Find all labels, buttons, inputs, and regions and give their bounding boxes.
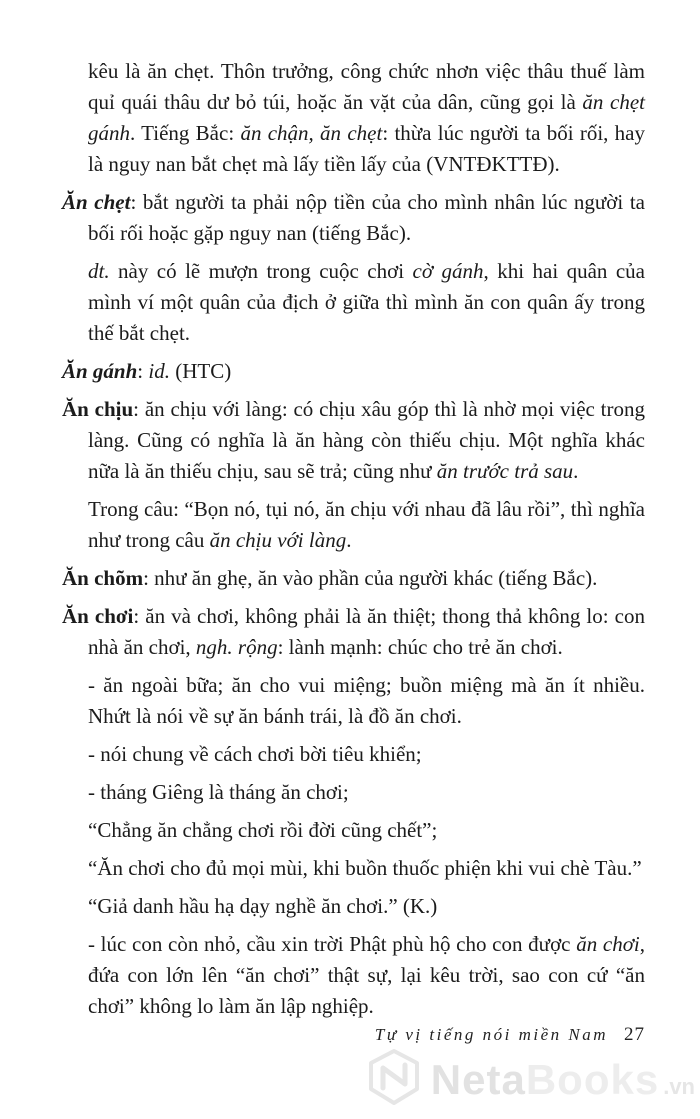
- text-run: ăn chơi: [576, 932, 640, 956]
- wordmark-books: Books: [525, 1055, 660, 1103]
- dictionary-entry-paragraph: [62, 356, 645, 387]
- headword: Ăn chõm: [62, 566, 144, 590]
- text-run: “Giả danh hầu hạ dạy nghề ăn chơi.” (K.): [88, 894, 438, 918]
- body-paragraph: [62, 929, 645, 1022]
- wordmark-vn: .vn: [663, 1073, 695, 1099]
- dictionary-entry-paragraph: [62, 563, 645, 594]
- text-run: id.: [148, 359, 170, 383]
- text-run: cờ gánh: [412, 259, 484, 283]
- headword: Ăn gánh: [62, 359, 138, 383]
- text-run: : ăn và chơi, không phải là ăn thiệt; thong thả không lo: con nhà ăn chơi,: [88, 604, 645, 659]
- body-paragraph: [62, 56, 645, 180]
- text-run: . Tiếng Bắc:: [130, 121, 241, 145]
- text-run: Trong câu: “Bọn nó, tụi nó, ăn chịu với nhau đã lâu rồi”, thì nghĩa như trong câu: [88, 497, 645, 552]
- headword: Ăn chịu: [62, 397, 134, 421]
- text-run: “Chẳng ăn chẳng chơi rồi đời cũng chết”;: [88, 818, 438, 842]
- body-paragraph: [62, 494, 645, 556]
- page-number: 27: [624, 1024, 645, 1045]
- text-run: : như ăn ghẹ, ăn vào phần của người khác (tiếng Bắc).: [143, 566, 598, 590]
- body-paragraph: [62, 739, 645, 770]
- text-run: .: [573, 459, 579, 483]
- text-run: dt.: [88, 259, 110, 283]
- body-paragraph: [62, 777, 645, 808]
- headword: Ăn chẹt: [62, 190, 131, 214]
- text-run: : lành mạnh: chúc cho trẻ ăn chơi.: [277, 635, 563, 659]
- text-run: - lúc con còn nhỏ, cầu xin trời Phật phù hộ cho con được: [88, 932, 577, 956]
- text-run: - tháng Giêng là tháng ăn chơi;: [88, 780, 349, 804]
- text-run: ăn chận, ăn chẹt: [240, 121, 383, 145]
- text-run: “Ăn chơi cho đủ mọi mùi, khi buồn thuốc phiện khi vui chè Tàu.”: [88, 856, 642, 880]
- text-run: : bắt người ta phải nộp tiền của cho mình nhân lúc người ta bối rối hoặc gặp nguy nan (tiếng Bắc).: [88, 190, 645, 245]
- dictionary-entry-paragraph: [62, 601, 645, 663]
- text-run: (HTC): [169, 359, 232, 383]
- text-run: , khi hai quân của mình ví một quân của địch ở giữa thì mình ăn con quân ấy trong thế bắt chẹt.: [88, 259, 646, 345]
- netabooks-wordmark: [431, 1056, 695, 1104]
- text-run: - ăn ngoài bữa; ăn cho vui miệng; buồn miệng mà ăn ít nhiều. Nhứt là nói về sự ăn bánh trái, là đồ ăn chơi.: [88, 673, 645, 728]
- body-paragraph: [62, 815, 645, 846]
- wordmark-neta: Neta: [430, 1055, 526, 1103]
- dictionary-entry-paragraph: [62, 187, 645, 249]
- text-run: , đứa con lớn lên “ăn chơi” thật sự, lại kêu trời, sao con cứ “ăn chơi” không lo làm ăn lập nghiệp.: [88, 932, 645, 1018]
- text-run: :: [137, 359, 149, 383]
- text-run: .: [346, 528, 352, 552]
- text-run: ngh. rộng: [195, 635, 278, 659]
- text-run: ăn trước trả sau: [436, 459, 574, 483]
- text-run: : ăn chịu với làng: có chịu xâu góp thì là nhờ mọi việc trong làng. Cũng có nghĩa là ăn hàng còn thiếu chịu. Một nghĩa khác nữa là ăn thiếu chịu, sau sẽ trả; cũng như: [88, 397, 645, 483]
- page-footer: [375, 1024, 645, 1046]
- text-run: ăn chẹt gánh: [88, 90, 645, 145]
- text-run: - nói chung về cách chơi bời tiêu khiển;: [88, 742, 422, 766]
- body-paragraph: [62, 256, 645, 349]
- body-paragraph: [62, 670, 645, 732]
- headword: Ăn chơi: [62, 604, 134, 628]
- text-run: : thừa lúc người ta bối rối, hay là nguy nan bắt chẹt mà lấy tiền lấy của (VNTĐKTTĐ).: [88, 121, 645, 176]
- netabooks-watermark: [367, 1048, 695, 1111]
- body-paragraph: [62, 853, 645, 884]
- netabooks-hexagon-logo-icon: [367, 1048, 421, 1111]
- body-paragraph: [62, 891, 645, 922]
- text-run: kêu là ăn chẹt. Thôn trưởng, công chức nhơn việc thâu thuế làm quỉ quái thâu dư bỏ túi, hoặc ăn vặt của dân, cũng gọi là: [88, 59, 645, 114]
- text-run: này có lẽ mượn trong cuộc chơi: [109, 259, 413, 283]
- running-title: Tự vị tiếng nói miền Nam: [374, 1025, 608, 1044]
- dictionary-entry-paragraph: [62, 394, 645, 487]
- text-run: ăn chịu với làng: [209, 528, 347, 552]
